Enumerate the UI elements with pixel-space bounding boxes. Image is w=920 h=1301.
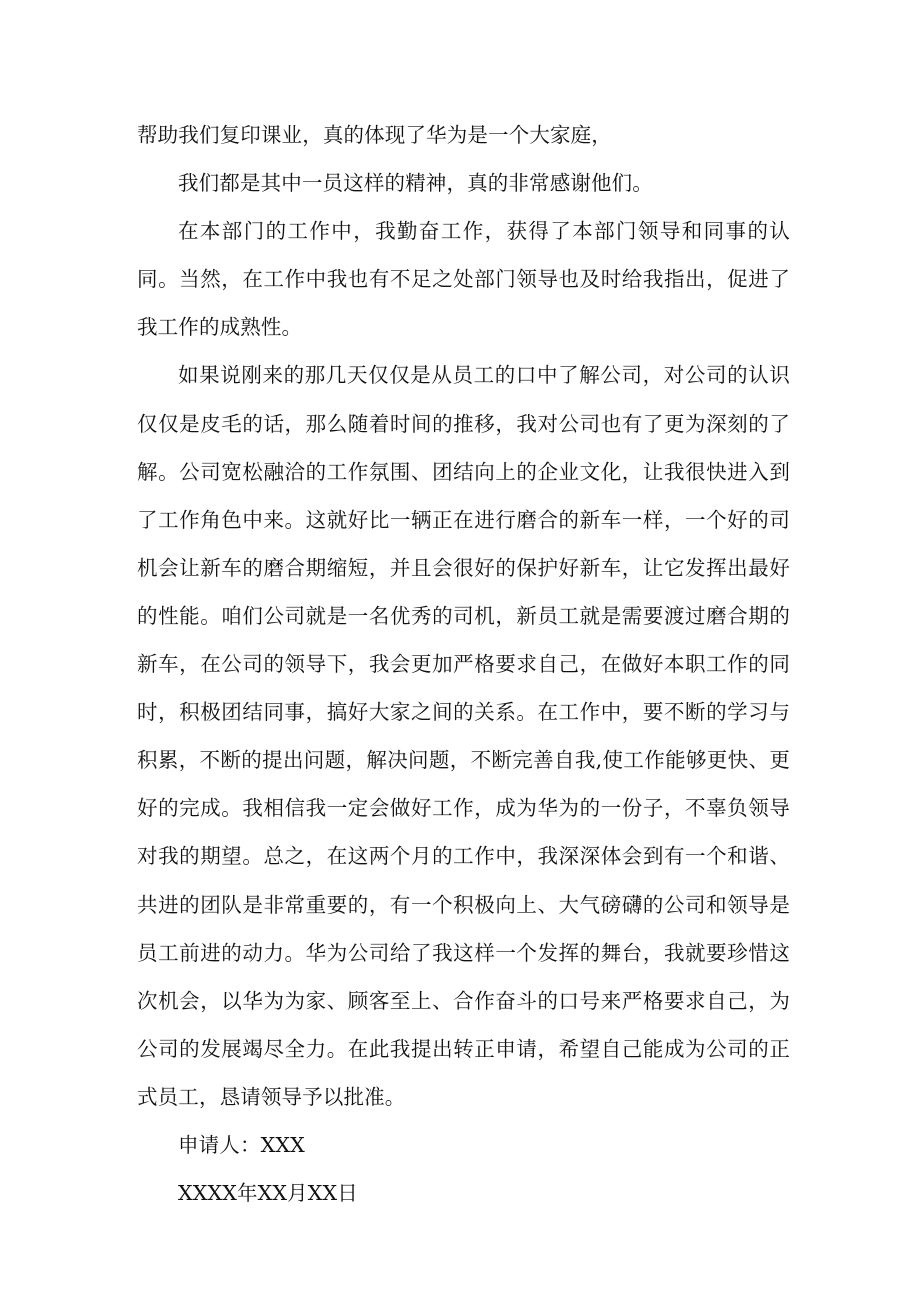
- paragraph-4: 如果说刚来的那几天仅仅是从员工的口中了解公司，对公司的认识仅仅是皮毛的话，那么随着时间的推移，我对公司也有了更为深刻的了解。公司宽松融洽的工作氛围、团结向上的企业文化，让我很快进入到了工作角色中来。这就好比一辆正在进行磨合的新车一样，一个好的司机会让新车的磨合期缩短，并且会很好的保护好新车，让它发挥出最好的性能。咱们公司就是一名优秀的司机，新员工就是需要渡过磨合期的新车，在公司的领导下，我会更加严格要求自己，在做好本职工作的同时，积极团结同事，搞好大家之间的关系。在工作中，要不断的学习与积累，不断的提出问题，解决问题，不断完善自我,使工作能够更快、更好的完成。我相信我一定会做好工作，成为华为的一份子，不辜负领导对我的期望。总之，在这两个月的工作中，我深深体会到有一个和谐、共进的团队是非常重要的，有一个积极向上、大气磅礴的公司和领导是员工前进的动力。华为公司给了我这样一个发挥的舞台，我就要珍惜这次机会，以华为为家、顾客至上、合作奋斗的口号来严格要求自己，为公司的发展竭尽全力。在此我提出转正申请，希望自己能成为公司的正式员工，恳请领导予以批准。: [137, 363, 790, 1109]
- paragraph-2: 我们都是其中一员这样的精神，真的非常感谢他们。: [178, 171, 653, 196]
- applicant-line: 申请人：XXX: [178, 1132, 305, 1157]
- date-line: XXXX年XX月XX日: [178, 1181, 358, 1206]
- paragraph-1: 帮助我们复印课业，真的体现了华为是一个大家庭，: [137, 123, 612, 147]
- paragraph-3: 在本部门的工作中，我勤奋工作，获得了本部门领导和同事的认同。当然，在工作中我也有不足之处部门领导也及时给我指出，促进了我工作的成熟性。: [137, 219, 790, 340]
- document-body: [137, 111, 790, 1217]
